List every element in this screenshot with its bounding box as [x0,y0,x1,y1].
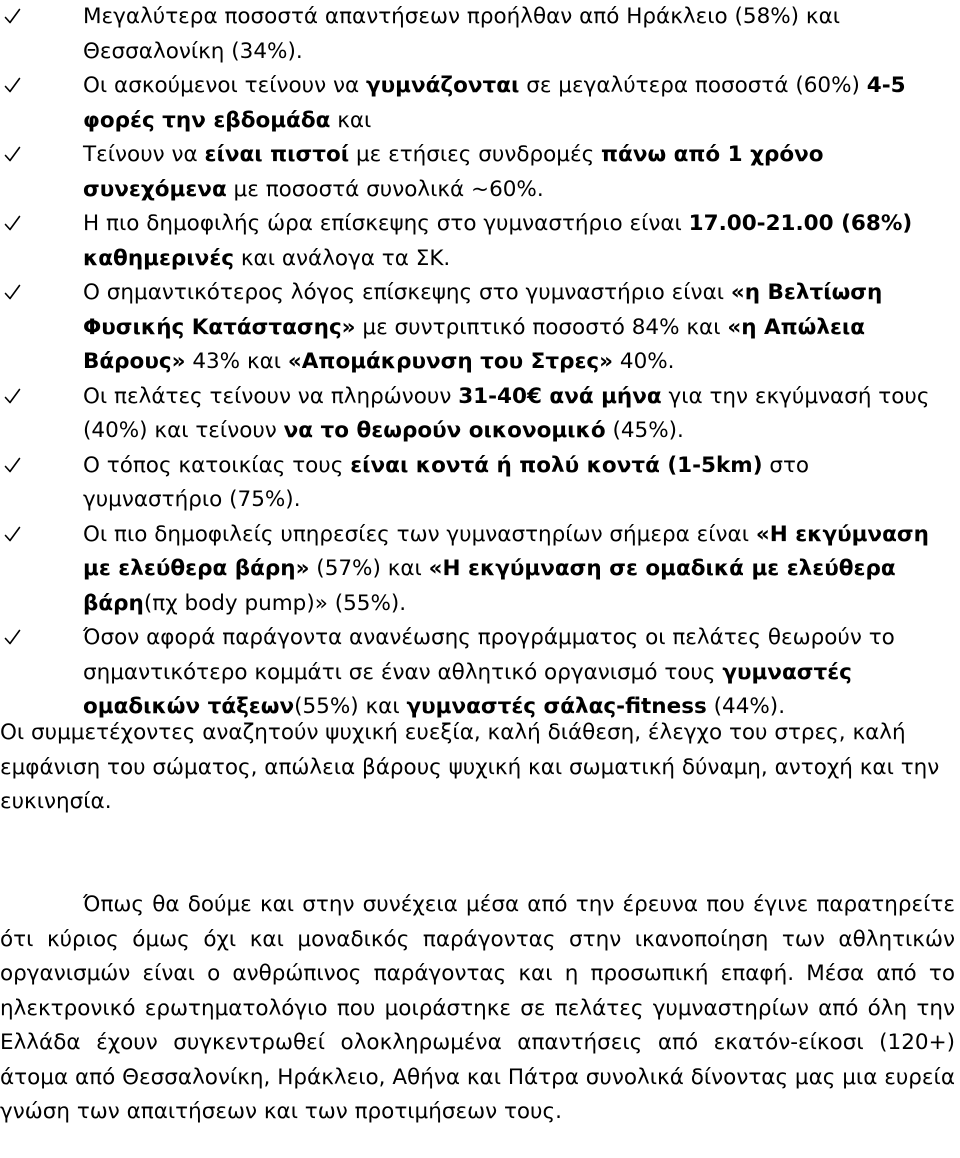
item-text-segment: Όσον αφορά παράγοντα ανανέωσης προγράμματος οι πελάτες θεωρούν το σημαντικότερο κομμάτι σε έναν αθλητικό οργανισμό τους [83,625,895,685]
item-text [83,384,929,444]
item-text [83,211,912,271]
item-text [83,522,929,616]
item-text-segment: Μεγαλύτερα ποσοστά απαντήσεων προήλθαν από Ηράκλειο (58%) και Θεσσαλονίκη (34%). [83,4,841,64]
item-text-segment: Η πιο δημοφιλής ώρα επίσκεψης στο γυμναστήριο είναι [83,211,689,236]
item-text [83,280,882,374]
check-mark-icon [0,621,26,656]
item-text-segment: (πχ body pump)» (55%). [143,590,407,616]
item-text-segment: Οι ασκούμενοι τείνουν να [83,73,366,98]
item-text-segment: με συντριπτικό ποσοστό 84% και [355,314,728,340]
item-text [83,73,906,133]
checklist-item [0,0,960,69]
body-paragraph: Όπως θα δούμε και στην συνέχεια μέσα από την έρευνα που έγινε παρατηρείτε ότι κύριος όμως όχι και μοναδικός παράγοντας στην ικανοποίηση των αθλητικών οργανισμών είναι ο ανθρώπινος παράγοντας και η προσωπική επαφή. Μέσα από το ηλεκτρονικό ερωτηματολόγιο που μοιράστηκε σε πελάτες γυμναστηρίων από όλη την Ελλάδα έχουν συγκεντρωθεί ολοκληρωμένα απαντήσεις από εκατόν-είκοσι (120+) άτομα από Θεσσαλονίκη, Ηράκλειο, Αθήνα και Πάτρα συνολικά δίνοντας μας μια ευρεία γνώση των απαιτήσεων και των προτιμήσεων τους. [0,892,955,1124]
item-text-bold: «η Βελτίωση Φυσικής Κατάστασης» [83,280,883,340]
check-mark-icon [0,380,26,415]
check-mark-icon [0,518,26,553]
check-mark-icon [0,138,26,173]
item-text-bold: είναι κοντά ή πολύ κοντά (1-5km) [350,452,763,478]
item-text [83,453,809,513]
item-text-segment: σε μεγαλύτερα ποσοστά (60%) [519,73,867,98]
check-mark-icon [0,449,26,484]
item-text-segment: στο γυμναστήριο (75%). [83,452,810,512]
checklist-item [0,449,960,518]
check-mark-icon [0,0,26,35]
item-text-segment: Ο τόπος κατοικίας τους [83,452,351,478]
checklist-item [0,621,960,725]
item-text-segment: (45%). [605,418,684,443]
item-text-segment: για την εκγύμνασή τους (40%) και τείνουν [83,383,930,443]
checklist-item [0,380,960,449]
item-text-bold: 31-40€ ανά μήνα [458,383,662,409]
item-text-bold: γυμνάζονται [365,73,520,98]
item-text-segment: Τείνουν να [83,142,205,167]
item-text-segment: 43% και [185,349,288,374]
summary-paragraph: Οι συμμετέχοντες αναζητούν ψυχική ευεξία, καλή διάθεση, έλεγχο του στρες, καλή εμφάνιση του σώματος, απώλεια βάρους ψυχική και σωματική δύναμη, αντοχή και την ευκινησία. [0,720,940,814]
item-text-bold: «η Απώλεια Βάρους» [83,314,866,374]
item-text-bold: γυμναστές ομαδικών τάξεων [83,659,852,719]
check-mark-icon [0,69,26,104]
item-text-segment: με ποσοστά συνολικά ~60%. [226,176,544,202]
item-text-bold: «Η εκγύμναση σε ομαδικά με ελεύθερα βάρη [83,556,896,616]
checklist-item [0,69,960,138]
item-text-bold: να το θεωρούν οικονομικό [283,418,606,443]
item-text-segment: Ο σημαντικότερος λόγος επίσκεψης στο γυμναστήριο είναι [83,280,731,305]
item-text-segment: 40%. [613,349,675,374]
check-mark-icon [0,276,26,311]
checklist-item [0,138,960,207]
item-text-segment: Οι πελάτες τείνουν να πληρώνουν [83,383,459,409]
item-text-bold: 17.00-21.00 (68%) καθημερινές [83,211,913,271]
item-text-bold: γυμναστές σάλας-fitness [406,694,707,719]
item-text-segment: (44%). [706,694,786,719]
item-text [83,625,895,719]
check-mark-icon [0,207,26,242]
item-text-segment: και [330,107,372,133]
item-text-segment: (55%) και [294,694,407,719]
checklist-item [0,276,960,380]
item-text [83,142,824,202]
item-text-segment: (57%) και [309,556,429,581]
checklist-item [0,518,960,622]
item-text-segment: με ετήσιες συνδρομές [349,142,602,167]
item-text [83,4,840,64]
item-text-segment: Οι πιο δημοφιλείς υπηρεσίες των γυμναστηρίων σήμερα είναι [83,521,756,547]
item-text-bold: «Η εκγύμναση με ελεύθερα βάρη» [83,521,929,581]
item-text-bold: είναι πιστοί [204,142,350,167]
item-text-bold: πάνω από 1 χρόνο συνεχόμενα [83,142,824,202]
item-text-bold: 4-5 φορές την εβδομάδα [83,73,906,133]
item-text-segment: και ανάλογα τα ΣΚ. [234,245,451,271]
checklist-item [0,207,960,276]
item-text-bold: «Απομάκρυνση του Στρες» [287,349,614,374]
